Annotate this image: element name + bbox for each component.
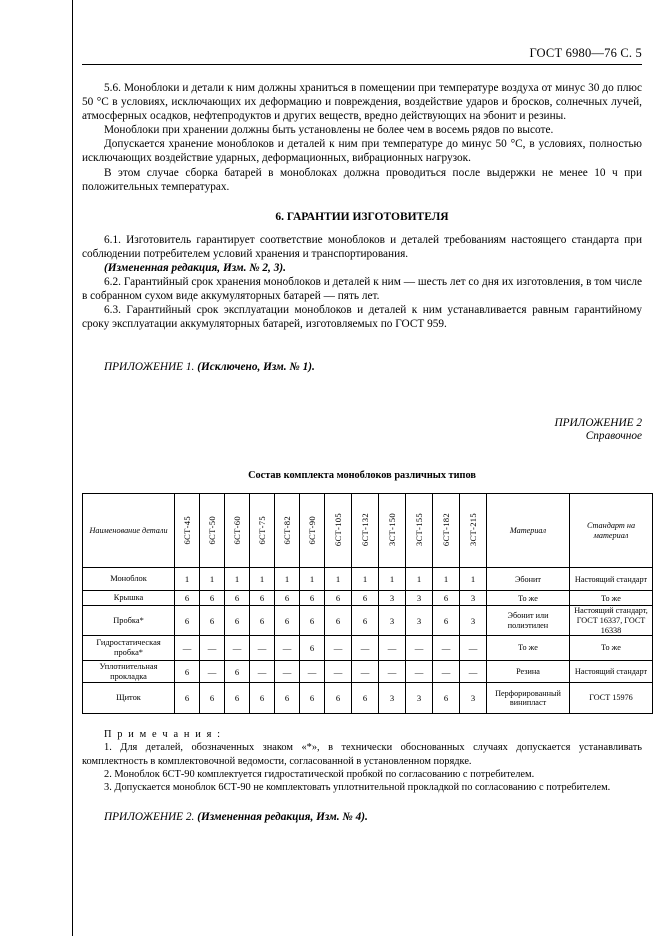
cell: 6 (300, 683, 325, 714)
row-name-4: Уплотнительная прокладка (83, 661, 175, 683)
row-name-0: Моноблок (83, 568, 175, 591)
row-name-3: Гидростатическая пробка* (83, 636, 175, 661)
cell: — (300, 661, 325, 683)
cell: 6 (352, 591, 379, 606)
section-title-guarantees: 6. ГАРАНТИИ ИЗГОТОВИТЕЛЯ (275, 210, 449, 223)
row-name-5: Щиток (83, 683, 175, 714)
cell: — (352, 636, 379, 661)
header-cell-type-11: 3СТ-215 (460, 494, 487, 568)
paragraph-6-3: 6.3. Гарантийный срок эксплуатации моноблоков и деталей к ним устанавливается равным гарантийному сроку эксплуатации аккумуляторных батарей, изготовляемых по ГОСТ 959. (82, 304, 642, 331)
cell: 3 (379, 683, 406, 714)
cell-material: Перфорированный винипласт (487, 683, 570, 714)
header-cell-type-4: 6СТ-82 (275, 494, 300, 568)
cell: 3 (460, 591, 487, 606)
cell-material: Эбонит (487, 568, 570, 591)
appendix-1-label: ПРИЛОЖЕНИЕ 1. (104, 361, 195, 374)
table-notes (82, 728, 642, 794)
cell: 1 (379, 568, 406, 591)
note-2: 2. Моноблок 6СТ-90 комплектуется гидростатической пробкой по согласованию с потребителем. (104, 769, 535, 781)
cell: — (433, 661, 460, 683)
cell: 1 (275, 568, 300, 591)
cell: 6 (275, 683, 300, 714)
appendix-2-header (82, 417, 642, 443)
cell-material: То же (487, 591, 570, 606)
page-header: ГОСТ 6980—76 С. 5 (82, 46, 642, 65)
table-row (83, 683, 653, 714)
cell: 6 (175, 591, 200, 606)
appendix-1-status: (Исключено, Изм. № 1). (197, 361, 315, 374)
header-cell-type-3: 6СТ-75 (250, 494, 275, 568)
cell: 6 (175, 683, 200, 714)
table-row (83, 661, 653, 683)
cell: — (460, 661, 487, 683)
cell: 3 (460, 606, 487, 636)
cell: — (200, 636, 225, 661)
cell: 3 (379, 606, 406, 636)
cell: 6 (275, 606, 300, 636)
cell-standard: Настоящий стандарт (570, 568, 653, 591)
cell: 6 (200, 591, 225, 606)
cell: 6 (225, 591, 250, 606)
cell: — (460, 636, 487, 661)
cell: — (406, 661, 433, 683)
note-1: 1. Для деталей, обозначенных знаком «*», в технически обоснованных случаях допускается устанавливать комплектность в комплектовочной ведомости, согласованной в установленном порядке. (82, 742, 642, 767)
appendix-2-final-line (82, 811, 642, 823)
note-3: 3. Допускается моноблок 6СТ-90 не комплектовать уплотнительной прокладкой по согласованию с потребителем. (104, 782, 611, 794)
appendix-2-title: ПРИЛОЖЕНИЕ 2 (554, 417, 642, 430)
cell: 6 (200, 683, 225, 714)
cell: 6 (225, 683, 250, 714)
cell: 3 (406, 591, 433, 606)
cell-standard: Настоящий стандарт, ГОСТ 16337, ГОСТ 16338 (570, 606, 653, 636)
page-left-rule (72, 0, 73, 936)
cell: — (379, 636, 406, 661)
guarantees-section (82, 233, 642, 332)
cell: 1 (460, 568, 487, 591)
table-row (83, 636, 653, 661)
row-name-1: Крышка (83, 591, 175, 606)
cell: 6 (250, 591, 275, 606)
cell: 1 (406, 568, 433, 591)
cell: 1 (352, 568, 379, 591)
cell: — (225, 636, 250, 661)
header-cell-standard: Стандарт на материал (570, 494, 653, 568)
cell: 6 (250, 683, 275, 714)
cell: 6 (175, 606, 200, 636)
paragraph-revision-note: (Измененная редакция, Изм. № 2, 3). (104, 261, 286, 274)
cell: 1 (200, 568, 225, 591)
appendix-1-line (82, 361, 642, 373)
paragraph-5-6: 5.6. Моноблоки и детали к ним должны храниться в помещении при температуре воздуха от минус 30 до плюс 50 °С в условиях, исключающих их деформацию и повреждения, воздействие ударов и бросков, солнечных лучей, атмосферных осадков, нефтепродуктов и других веществ, вредно действующих на эбонит и резины. (82, 82, 642, 123)
header-cell-type-1: 6СТ-50 (200, 494, 225, 568)
table-header-row (83, 494, 653, 568)
appendix-2-final-label: ПРИЛОЖЕНИЕ 2. (104, 810, 195, 823)
cell: 6 (352, 683, 379, 714)
header-cell-type-5: 6СТ-90 (300, 494, 325, 568)
paragraph-storage-rows: Моноблоки при хранении должны быть установлены не более чем в восемь рядов по высоте. (104, 124, 554, 137)
storage-section (82, 81, 642, 194)
cell-material: То же (487, 636, 570, 661)
cell: — (250, 636, 275, 661)
cell: 6 (225, 661, 250, 683)
cell: — (433, 636, 460, 661)
cell: — (275, 636, 300, 661)
cell: 3 (460, 683, 487, 714)
table-row (83, 606, 653, 636)
paragraph-6-2: 6.2. Гарантийный срок хранения моноблоков и деталей к ним — шесть лет со дня их изготовления, в том числе в собранном сухом виде аккумуляторных батарей — пять лет. (82, 276, 642, 303)
header-cell-type-6: 6СТ-105 (325, 494, 352, 568)
cell: 6 (300, 591, 325, 606)
cell: 3 (379, 591, 406, 606)
cell: 6 (433, 606, 460, 636)
appendix-2-final-status: (Измененная редакция, Изм. № 4). (197, 810, 368, 823)
header-cell-material: Материал (487, 494, 570, 568)
cell: 1 (433, 568, 460, 591)
cell: 1 (325, 568, 352, 591)
paragraph-storage-temp: Допускается хранение моноблоков и деталей к ним при температуре до минус 50 °С, в условиях, полностью исключающих воздействие ударных, деформационных, вибрационных нагрузок. (82, 138, 642, 165)
paragraph-assembly: В этом случае сборка батарей в моноблоках должна проводиться после выдержки не менее 10 ч при положительных температурах. (82, 166, 642, 193)
cell: — (352, 661, 379, 683)
cell: 1 (300, 568, 325, 591)
cell-standard: Настоящий стандарт (570, 661, 653, 683)
cell: 6 (225, 606, 250, 636)
header-cell-type-7: 6СТ-132 (352, 494, 379, 568)
cell: 1 (250, 568, 275, 591)
table-row (83, 568, 653, 591)
header-cell-type-9: 3СТ-155 (406, 494, 433, 568)
cell: 6 (300, 606, 325, 636)
cell-material: Эбонит или полиэтилен (487, 606, 570, 636)
appendix-2-subtitle: Справочное (585, 430, 642, 443)
cell: 6 (175, 661, 200, 683)
cell: — (200, 661, 225, 683)
cell: 6 (352, 606, 379, 636)
composition-table (82, 493, 653, 714)
header-cell-name: Наименование детали (83, 494, 175, 568)
cell-standard: То же (570, 636, 653, 661)
header-cell-type-0: 6СТ-45 (175, 494, 200, 568)
header-cell-type-10: 6СТ-182 (433, 494, 460, 568)
cell: 6 (433, 591, 460, 606)
cell: 1 (225, 568, 250, 591)
cell: 6 (433, 683, 460, 714)
cell: 3 (406, 606, 433, 636)
cell: — (379, 661, 406, 683)
table-row (83, 591, 653, 606)
header-cell-type-2: 6СТ-60 (225, 494, 250, 568)
cell: 6 (275, 591, 300, 606)
cell: 6 (250, 606, 275, 636)
cell: 3 (406, 683, 433, 714)
cell: 6 (325, 683, 352, 714)
cell: — (325, 661, 352, 683)
cell: — (406, 636, 433, 661)
cell-standard: ГОСТ 15976 (570, 683, 653, 714)
cell-standard: То же (570, 591, 653, 606)
page-content (82, 0, 648, 823)
header-cell-type-8: 3СТ-150 (379, 494, 406, 568)
cell: — (250, 661, 275, 683)
table-caption: Состав комплекта моноблоков различных типов (248, 470, 476, 482)
cell: 6 (325, 591, 352, 606)
cell: 6 (300, 636, 325, 661)
cell: — (275, 661, 300, 683)
cell-material: Резина (487, 661, 570, 683)
paragraph-6-1: 6.1. Изготовитель гарантирует соответствие моноблоков и деталей требованиям настоящего стандарта при соблюдении потребителем условий хранения и транспортирования. (82, 233, 642, 260)
cell: 6 (325, 606, 352, 636)
row-name-2: Пробка* (83, 606, 175, 636)
cell: 6 (200, 606, 225, 636)
cell: 1 (175, 568, 200, 591)
cell: — (175, 636, 200, 661)
notes-title: П р и м е ч а н и я : (104, 729, 222, 741)
cell: — (325, 636, 352, 661)
